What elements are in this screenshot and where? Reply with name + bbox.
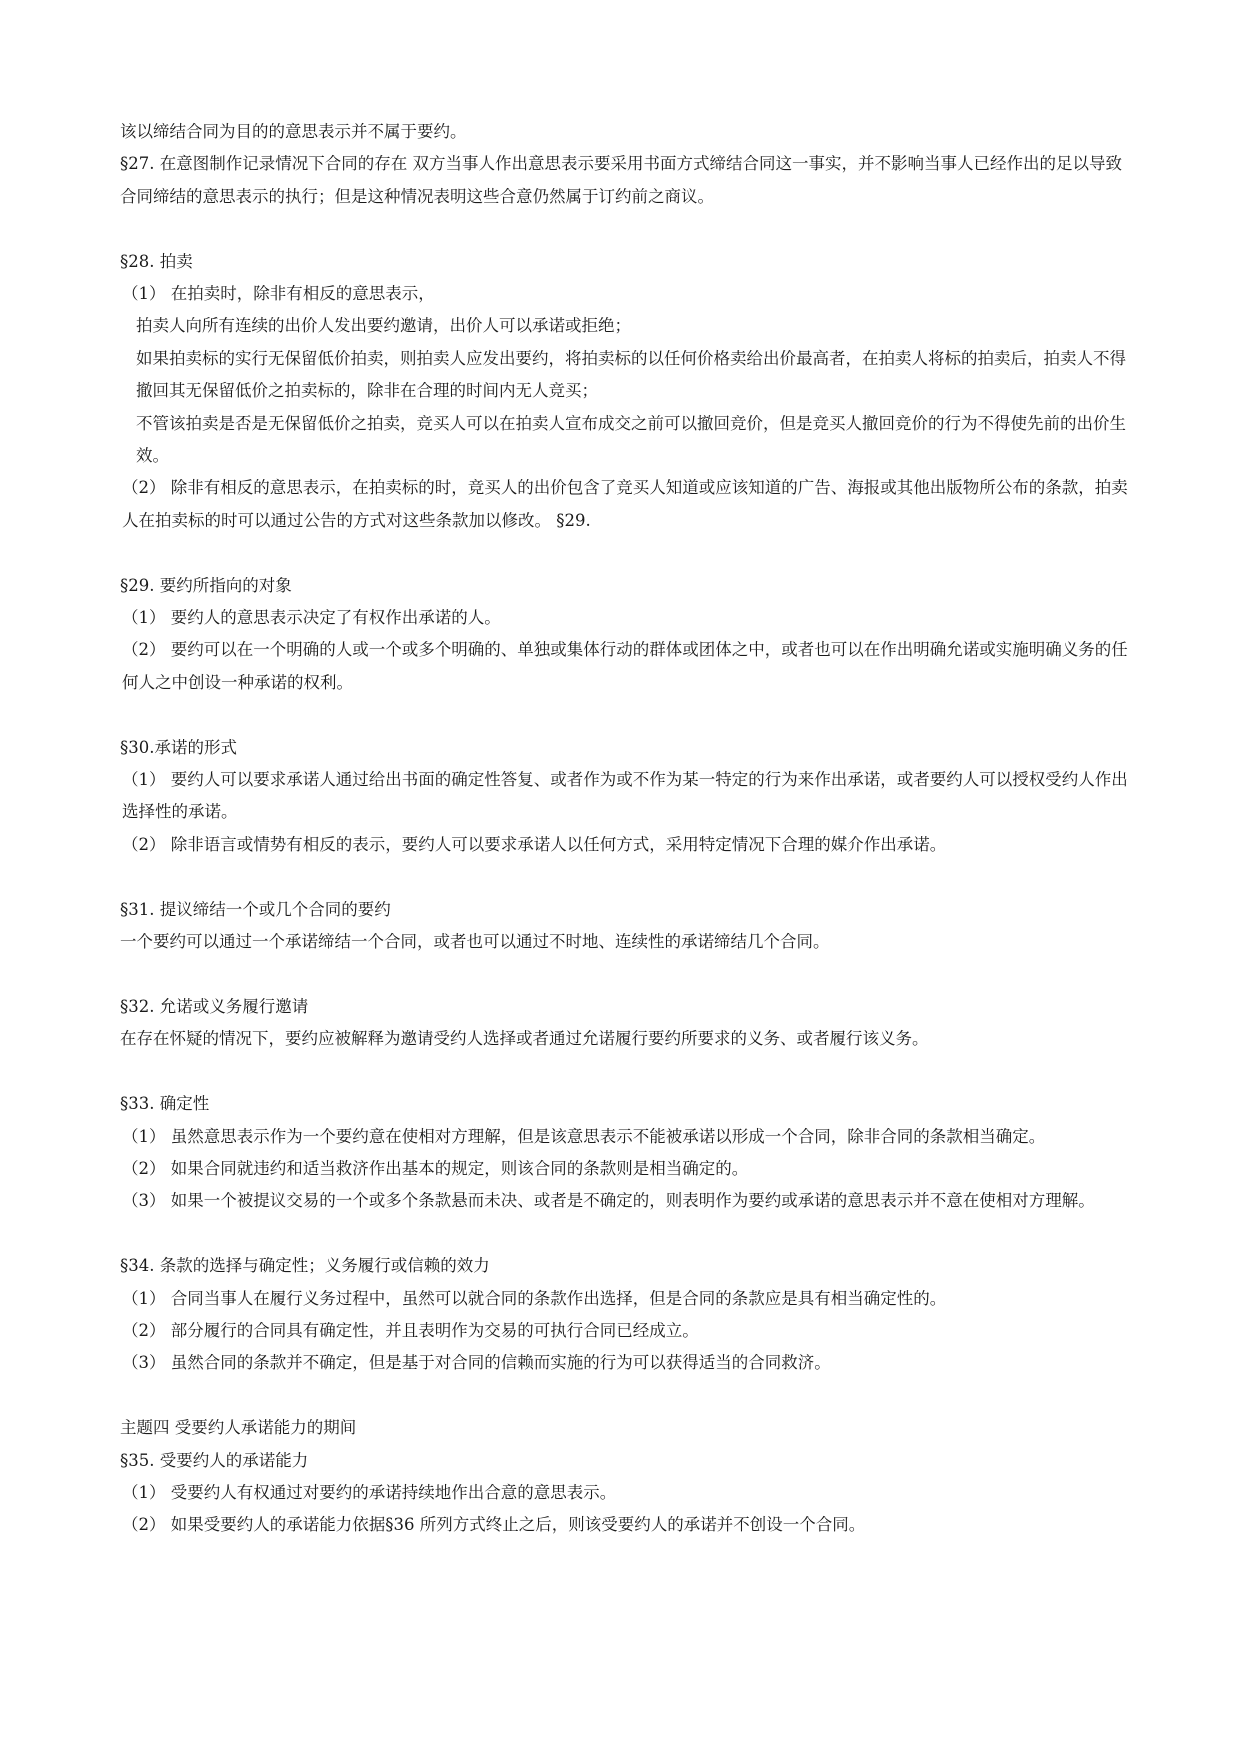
document-paragraph: （1） 在拍卖时，除非有相反的意思表示， [122,284,435,304]
document-paragraph: §32. 允诺或义务履行邀请 [120,996,309,1016]
document-paragraph: （1） 要约人的意思表示决定了有权作出承诺的人。 [122,608,501,628]
document-paragraph: （2） 要约可以在一个明确的人或一个或多个明确的、单独或集体行动的群体或团体之中，或者也可以在作出明确允诺或实施明确义务的任何人之中创设一种承诺的权利。 [122,640,1128,692]
paragraph-spacer [120,1380,1130,1412]
document-paragraph: §30.承诺的形式 [120,737,237,757]
document-paragraph: （1） 虽然意思表示作为一个要约意在使相对方理解，但是该意思表示不能被承诺以形成一个合同，除非合同的条款相当确定。 [122,1126,1046,1146]
document-page [120,116,1130,1542]
document-paragraph: §27. 在意图制作记录情况下合同的存在 双方当事人作出意思表示要采用书面方式缔结合同这一事实，并不影响当事人已经作出的足以导致合同缔结的意思表示的执行；但是这种情况表明这些合意仍然属于订约前之商议。 [120,154,1122,206]
document-paragraph: 不管该拍卖是否是无保留低价之拍卖，竞买人可以在拍卖人宣布成交之前可以撤回竞价，但是竞买人撤回竞价的行为不得使先前的出价生效。 [136,413,1126,466]
paragraph-spacer [120,1218,1130,1250]
document-paragraph: （2） 如果受要约人的承诺能力依据§36 所列方式终止之后，则该受要约人的承诺并不创设一个合同。 [122,1515,866,1535]
paragraph-spacer [120,213,1130,245]
document-paragraph: §31. 提议缔结一个或几个合同的要约 [120,899,391,919]
document-paragraph: （3） 如果一个被提议交易的一个或多个条款悬而未决、或者是不确定的，则表明作为要约或承诺的意思表示并不意在使相对方理解。 [122,1191,1095,1211]
document-paragraph: §29. 要约所指向的对象 [120,575,292,595]
document-paragraph: §33. 确定性 [120,1094,210,1114]
document-paragraph: （3） 虽然合同的条款并不确定，但是基于对合同的信赖而实施的行为可以获得适当的合同救济。 [122,1353,831,1373]
paragraph-spacer [120,959,1130,991]
document-paragraph: §35. 受要约人的承诺能力 [120,1450,309,1470]
paragraph-spacer [120,861,1130,893]
document-paragraph: （2） 除非语言或情势有相反的表示，要约人可以要求承诺人以任何方式，采用特定情况下合理的媒介作出承诺。 [122,834,947,854]
document-paragraph: （1） 合同当事人在履行义务过程中，虽然可以就合同的条款作出选择，但是合同的条款应是具有相当确定性的。 [122,1288,947,1308]
document-paragraph: （1） 受要约人有权通过对要约的承诺持续地作出合意的意思表示。 [122,1482,617,1502]
document-paragraph: 主题四 受要约人承诺能力的期间 [120,1418,357,1438]
document-paragraph: 一个要约可以通过一个承诺缔结一个合同，或者也可以通过不时地、连续性的承诺缔结几个合同。 [120,932,830,952]
document-paragraph: 如果拍卖标的实行无保留低价拍卖，则拍卖人应发出要约，将拍卖标的以任何价格卖给出价最高者，在拍卖人将标的拍卖后，拍卖人不得撤回其无保留低价之拍卖标的，除非在合理的时间内无人竞买； [136,348,1126,401]
document-paragraph: （2） 除非有相反的意思表示，在拍卖标的时，竞买人的出价包含了竞买人知道或应该知道的广告、海报或其他出版物所公布的条款，拍卖人在拍卖标的时可以通过公告的方式对这些条款加以修改。 §29. [122,478,1128,530]
paragraph-spacer [120,699,1130,731]
document-paragraph: 该以缔结合同为目的的意思表示并不属于要约。 [120,122,467,141]
document-paragraph: 拍卖人向所有连续的出价人发出要约邀请，出价人可以承诺或拒绝； [136,316,631,336]
document-paragraph: 在存在怀疑的情况下，要约应被解释为邀请受约人选择或者通过允诺履行要约所要求的义务、或者履行该义务。 [120,1029,929,1049]
paragraph-spacer [120,1056,1130,1088]
document-paragraph: （2） 部分履行的合同具有确定性，并且表明作为交易的可执行合同已经成立。 [122,1320,699,1340]
document-paragraph: （2） 如果合同就违约和适当救济作出基本的规定，则该合同的条款则是相当确定的。 [122,1158,749,1178]
document-paragraph: §28. 拍卖 [120,251,193,271]
document-paragraph: （1） 要约人可以要求承诺人通过给出书面的确定性答复、或者作为或不作为某一特定的行为来作出承诺，或者要约人可以授权受约人作出选择性的承诺。 [122,770,1128,822]
document-paragraph: §34. 条款的选择与确定性；义务履行或信赖的效力 [120,1256,490,1276]
paragraph-spacer [120,537,1130,569]
